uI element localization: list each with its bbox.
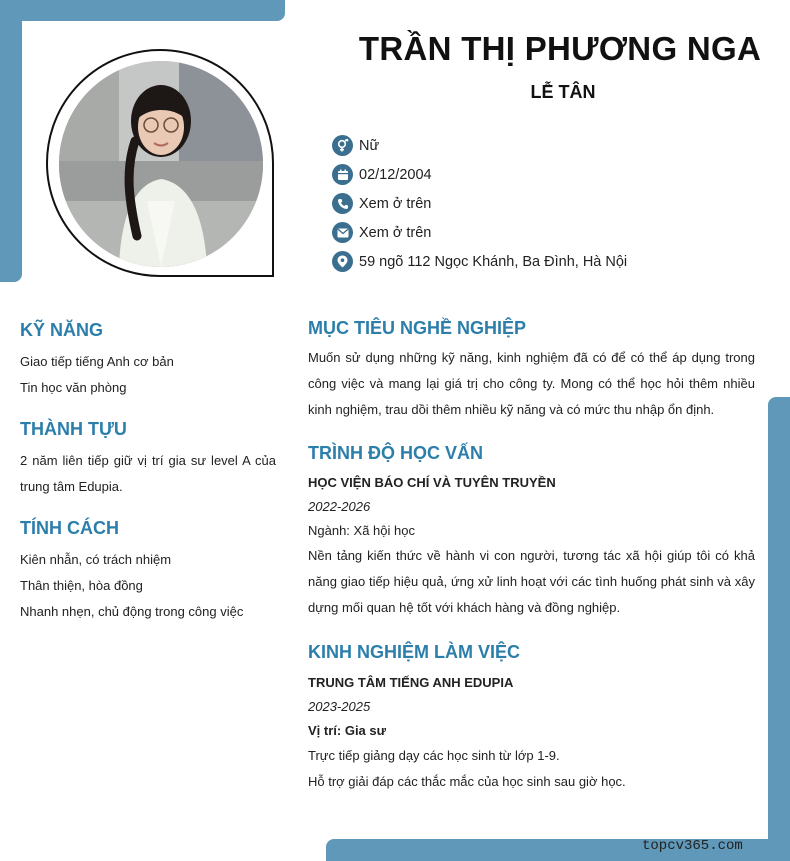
decor-bar-top	[0, 0, 285, 21]
location-icon	[332, 251, 353, 272]
info-phone	[332, 189, 627, 218]
experience-position: Vị trí: Gia sư	[308, 723, 387, 738]
objective-title: MỤC TIÊU NGHỀ NGHIỆP	[308, 318, 527, 338]
decor-bar-right	[768, 397, 790, 861]
list-item: Nhanh nhẹn, chủ động trong công việc	[20, 604, 244, 619]
achievements-text: 2 năm liên tiếp giữ vị trí gia sư level A của trung tâm Edupia.	[20, 453, 276, 494]
school-name: HỌC VIỆN BÁO CHÍ VÀ TUYÊN TRUYỀN	[308, 475, 556, 490]
personality-list	[20, 547, 280, 625]
watermark: topcv365.com	[642, 838, 743, 854]
info-birthdate	[332, 160, 627, 189]
experience-period: 2023-2025	[308, 699, 371, 714]
list-item: Giao tiếp tiếng Anh cơ bản	[20, 354, 174, 369]
experience-block	[308, 671, 755, 795]
education-description: Nền tảng kiến thức về hành vi con người, tương tác xã hội giúp tôi có khả năng giao tiếp hiệu quả, ứng xử linh hoạt với các tình huống phát sinh và xây dựng mối quan hệ tốt với khách hàng và đồng nghiệp.	[308, 548, 755, 615]
skills-title: KỸ NĂNG	[20, 320, 104, 340]
email-value: Xem ở trên	[359, 224, 432, 241]
experience-title: KINH NGHIỆM LÀM VIỆC	[308, 642, 521, 662]
education-title: TRÌNH ĐỘ HỌC VẤN	[308, 443, 483, 463]
personality-title: TÍNH CÁCH	[20, 518, 119, 538]
email-icon	[332, 222, 353, 243]
education-period: 2022-2026	[308, 499, 371, 514]
job-title: LỄ TÂN	[530, 82, 596, 102]
info-gender	[332, 131, 627, 160]
skills-list	[20, 349, 276, 401]
education-block	[308, 471, 755, 621]
candidate-name: TRẦN THỊ PHƯƠNG NGA	[358, 30, 762, 67]
phone-icon	[332, 193, 353, 214]
list-item: Thân thiện, hòa đồng	[20, 578, 143, 593]
info-email	[332, 218, 627, 247]
achievements-title: THÀNH TỰU	[20, 419, 127, 439]
profile-photo	[59, 61, 263, 267]
gender-value: Nữ	[359, 137, 380, 154]
info-address	[332, 247, 627, 276]
list-item: Kiên nhẫn, có trách nhiệm	[20, 552, 172, 567]
decor-bar-left	[0, 0, 22, 282]
company-name: TRUNG TÂM TIẾNG ANH EDUPIA	[308, 675, 514, 690]
phone-value: Xem ở trên	[359, 195, 432, 212]
objective-text: Muốn sử dụng những kỹ năng, kinh nghiệm đã có để có thể áp dụng trong công việc và mang lại giá trị cho công ty. Mong có thể học hỏi thêm nhiều kinh nghiệm, trau dồi thêm nhiều kỹ năng và có mức thu nhập ổn định.	[308, 350, 755, 417]
birthdate-value: 02/12/2004	[359, 166, 432, 183]
contact-info	[332, 131, 627, 276]
list-item: Hỗ trợ giải đáp các thắc mắc của học sinh sau giờ học.	[308, 774, 626, 789]
gender-icon	[332, 135, 353, 156]
list-item: Tin học văn phòng	[20, 380, 127, 395]
address-value: 59 ngõ 112 Ngọc Khánh, Ba Đình, Hà Nội	[359, 253, 628, 270]
list-item: Trực tiếp giảng dạy các học sinh từ lớp 1-9.	[308, 748, 560, 763]
education-major: Ngành: Xã hội học	[308, 523, 415, 538]
calendar-icon	[332, 164, 353, 185]
